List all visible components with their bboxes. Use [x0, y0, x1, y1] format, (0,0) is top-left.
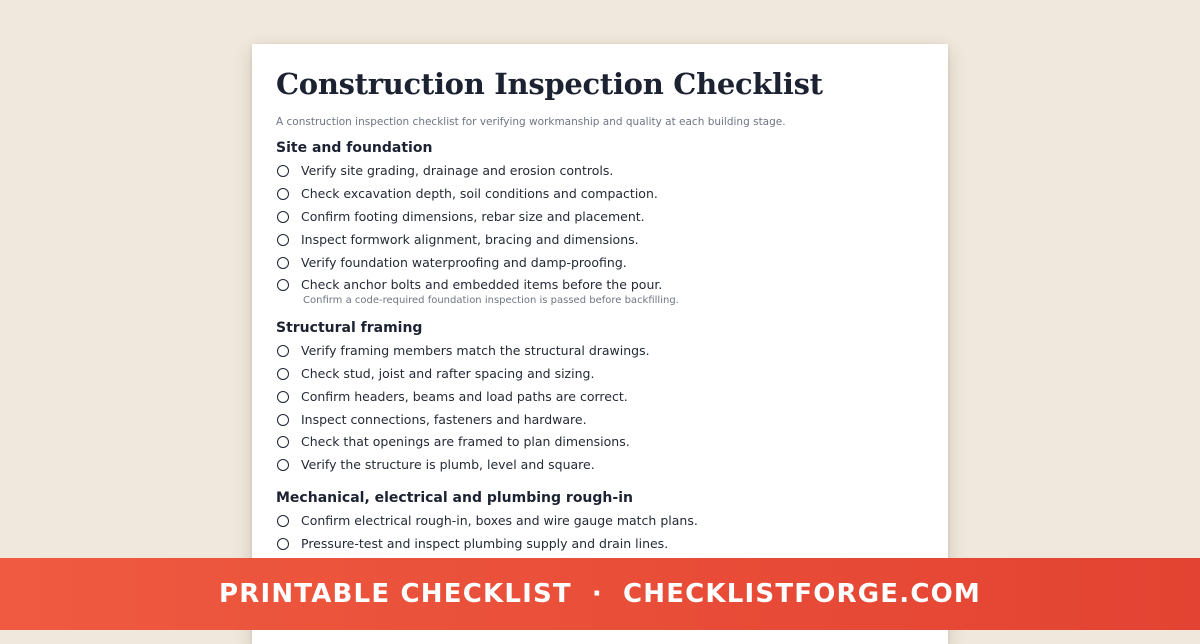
checklist-item-text: Pressure-test and inspect plumbing supply and drain lines. — [301, 535, 669, 551]
footer-banner — [0, 558, 1200, 630]
checklist-item[interactable] — [276, 510, 924, 533]
banner-separator: · — [591, 579, 603, 609]
page-subtitle: A construction inspection checklist for verifying workmanship and quality at each building stage. — [276, 116, 786, 128]
checklist-item-text: Check that openings are framed to plan dimensions. — [301, 434, 630, 450]
section-site-and-foundation — [276, 138, 924, 307]
checklist-item[interactable] — [276, 340, 924, 363]
checklist-item[interactable] — [276, 454, 924, 477]
section-title: Mechanical, electrical and plumbing rough-in — [276, 489, 633, 506]
checkbox-circle-icon[interactable] — [277, 188, 289, 200]
checklist-item[interactable] — [276, 408, 924, 431]
checklist-item-text: Confirm electrical rough-in, boxes and wire gauge match plans. — [301, 512, 698, 528]
checklist-item[interactable] — [276, 251, 924, 274]
checklist-item-text: Check excavation depth, soil conditions and compaction. — [301, 186, 658, 202]
section-mep-rough-in — [276, 488, 924, 556]
checklist-item[interactable] — [276, 532, 924, 555]
checklist-item-text: Verify the structure is plumb, level and square. — [301, 457, 595, 473]
checkbox-circle-icon[interactable] — [277, 234, 289, 246]
checklist-item[interactable] — [276, 431, 924, 454]
checklist-item-text: Confirm headers, beams and load paths are correct. — [301, 388, 628, 404]
section-title: Site and foundation — [276, 140, 433, 156]
checklist-sheet — [252, 44, 948, 644]
checkbox-circle-icon[interactable] — [277, 368, 289, 380]
checkbox-circle-icon[interactable] — [277, 436, 289, 448]
checkbox-circle-icon[interactable] — [277, 459, 289, 471]
checklist-item-text: Verify framing members match the structural drawings. — [301, 343, 650, 359]
checklist-item[interactable] — [276, 206, 924, 229]
section-note: Confirm a code-required foundation inspection is passed before backfilling. — [303, 294, 679, 306]
checkbox-circle-icon[interactable] — [277, 165, 289, 177]
section-structural-framing — [276, 318, 924, 477]
checklist-item[interactable] — [276, 160, 924, 183]
checkbox-circle-icon[interactable] — [277, 515, 289, 527]
checkbox-circle-icon[interactable] — [277, 538, 289, 550]
checkbox-circle-icon[interactable] — [277, 345, 289, 357]
checklist-item-text: Confirm footing dimensions, rebar size and placement. — [301, 208, 645, 224]
checklist-item-text: Inspect connections, fasteners and hardware. — [301, 411, 587, 427]
checklist-item[interactable] — [276, 228, 924, 251]
checklist-item-text: Check anchor bolts and embedded items before the pour. — [301, 277, 663, 293]
page-title: Construction Inspection Checklist — [276, 67, 823, 101]
section-title: Structural framing — [276, 319, 423, 336]
checklist-item[interactable] — [276, 363, 924, 386]
checklist-item[interactable] — [276, 385, 924, 408]
checkbox-circle-icon[interactable] — [277, 414, 289, 426]
checklist-item-text: Check stud, joist and rafter spacing and sizing. — [301, 365, 595, 381]
checkbox-circle-icon[interactable] — [277, 279, 289, 291]
checklist-item-text: Verify site grading, drainage and erosion controls. — [301, 163, 614, 179]
checkbox-circle-icon[interactable] — [277, 211, 289, 223]
checkbox-circle-icon[interactable] — [277, 391, 289, 403]
checklist-item-text: Verify foundation waterproofing and damp-proofing. — [301, 254, 627, 270]
checklist-item[interactable] — [276, 183, 924, 206]
banner-label: PRINTABLE CHECKLIST — [218, 579, 572, 609]
checkbox-circle-icon[interactable] — [277, 257, 289, 269]
banner-site-link[interactable]: CHECKLISTFORGE.COM — [622, 579, 982, 609]
checklist-item-text: Inspect formwork alignment, bracing and dimensions. — [301, 231, 639, 247]
